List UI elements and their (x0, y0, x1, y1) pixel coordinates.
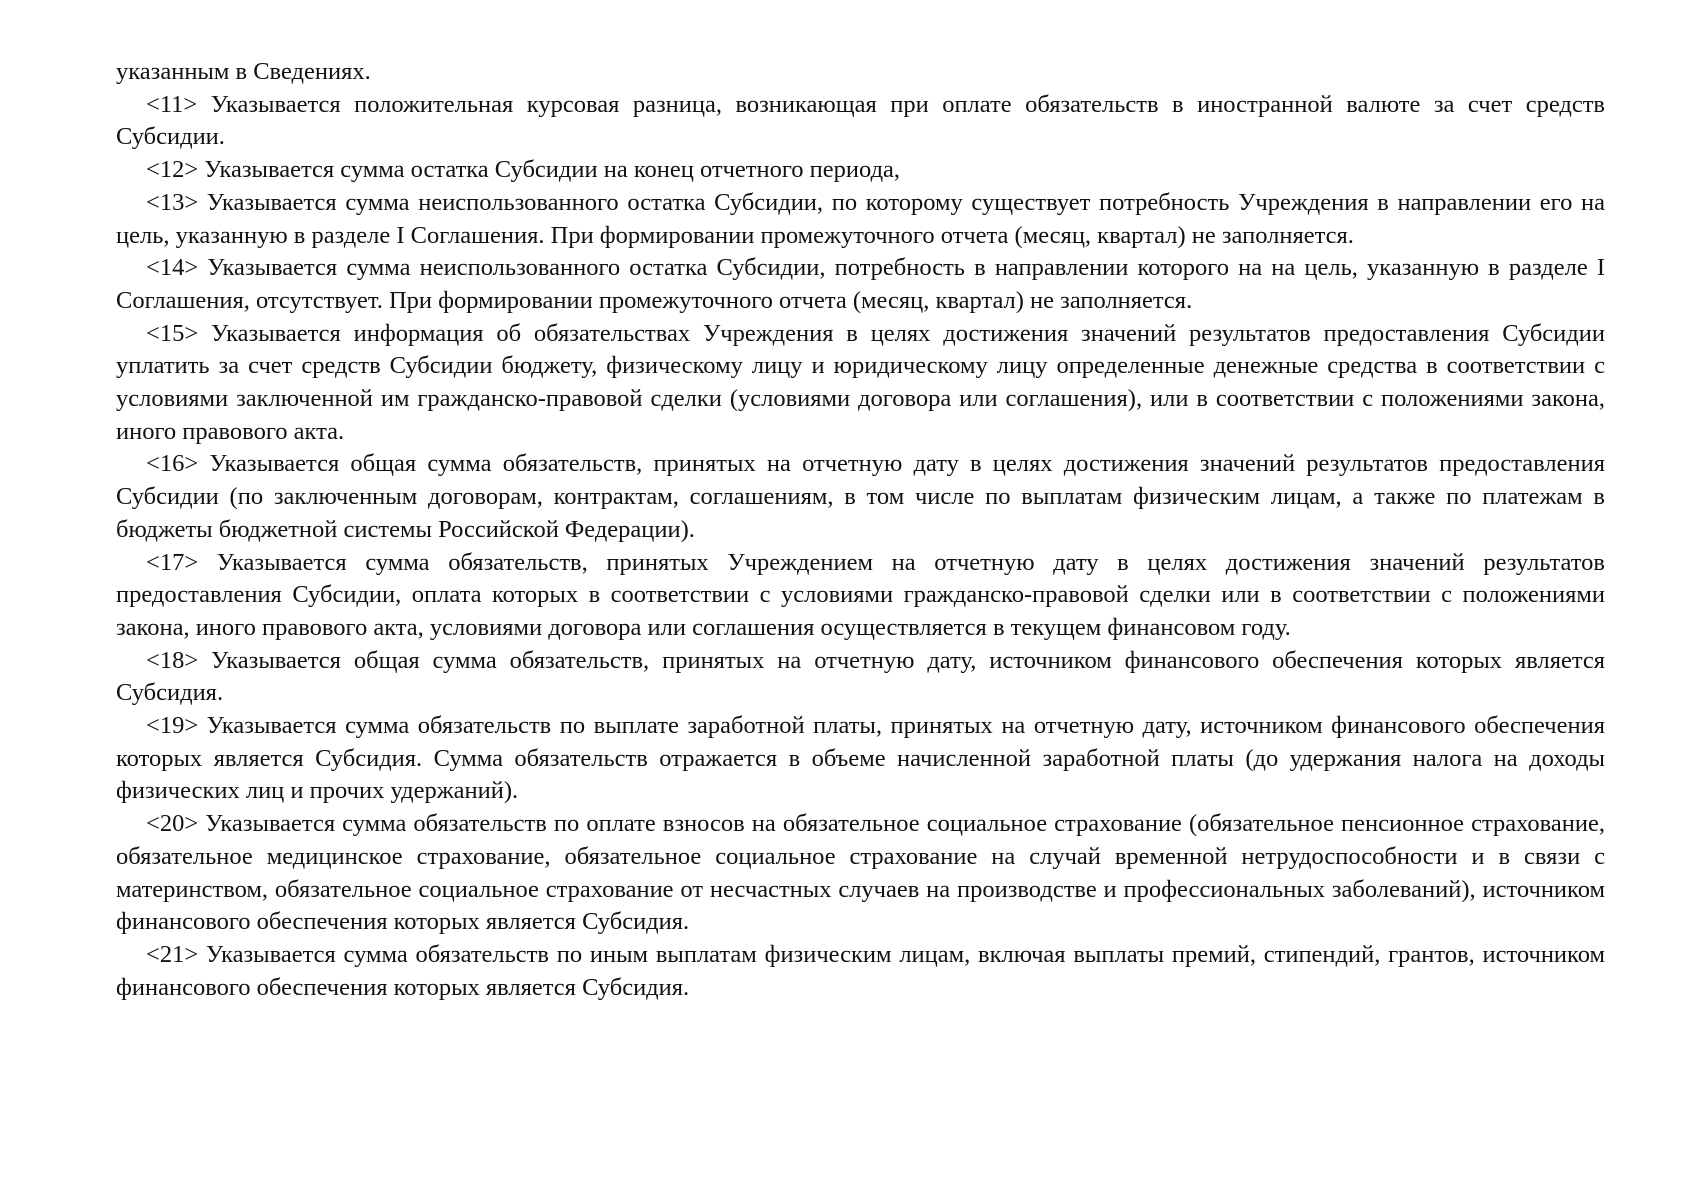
footnote-14: <14> Указывается сумма неиспользованного остатка Субсидии, потребность в направлении которого на на цель, указанную в разделе I Соглашения, отсутствует. При формировании промежуточного отчета (месяц, квартал) не заполняется. (116, 254, 1605, 314)
footnote-21: <21> Указывается сумма обязательств по иным выплатам физическим лицам, включая выплаты премий, стипендий, грантов, источником финансового обеспечения которых является Субсидия. (116, 940, 1605, 1001)
footnote-11: <11> Указывается положительная курсовая разница, возникающая при оплате обязательств в иностранной валюте за счет средств Субсидии. (116, 90, 1605, 151)
footnote-15: <15> Указывается информация об обязательствах Учреждения в целях достижения значений результатов предоставления Субсидии уплатить за счет средств Субсидии бюджету, физическому лицу и юридическому лицу определенные денежные средства в соответствии с условиями заключенной им гражданско-правовой сделки (условиями договора или соглашения), или в соответствии с положениями закона, иного правового акта. (116, 319, 1605, 445)
document-page (116, 56, 1605, 1004)
footnote-18: <18> Указывается общая сумма обязательств, принятых на отчетную дату, источником финансового обеспечения которых является Субсидия. (116, 646, 1605, 707)
footnote-13: <13> Указывается сумма неиспользованного остатка Субсидии, по которому существует потребность Учреждения в направлении его на цель, указанную в разделе I Соглашения. При формировании промежуточного отчета (месяц, квартал) не заполняется. (116, 188, 1605, 249)
footnote-17: <17> Указывается сумма обязательств, принятых Учреждением на отчетную дату в целях достижения значений результатов предоставления Субсидии, оплата которых в соответствии с условиями гражданско-правовой сделки или в соответствии с положениями закона, иного правового акта, условиями договора или соглашения осуществляется в текущем финансовом году. (116, 548, 1605, 641)
footnote-19: <19> Указывается сумма обязательств по выплате заработной платы, принятых на отчетную дату, источником финансового обеспечения которых является Субсидия. Сумма обязательств отражается в объеме начисленной заработной платы (до удержания налога на доходы физических лиц и прочих удержаний). (116, 712, 1605, 805)
footnote-20: <20> Указывается сумма обязательств по оплате взносов на обязательное социальное страхование (обязательное пенсионное страхование, обязательное медицинское страхование, обязательное социальное страхование на случай временной нетрудоспособности и в связи с материнством, обязательное социальное страхование от несчастных случаев на производстве и профессиональных заболеваний), источником финансового обеспечения которых является Субсидия. (116, 810, 1605, 936)
footnote-16: <16> Указывается общая сумма обязательств, принятых на отчетную дату в целях достижения значений результатов предоставления Субсидии (по заключенным договорам, контрактам, соглашениям, в том числе по выплатам физическим лицам, а также по платежам в бюджеты бюджетной системы Российской Федерации). (116, 450, 1605, 543)
footnote-12: <12> Указывается сумма остатка Субсидии на конец отчетного периода, (146, 156, 901, 184)
paragraph-continuation: указанным в Сведениях. (116, 58, 371, 85)
